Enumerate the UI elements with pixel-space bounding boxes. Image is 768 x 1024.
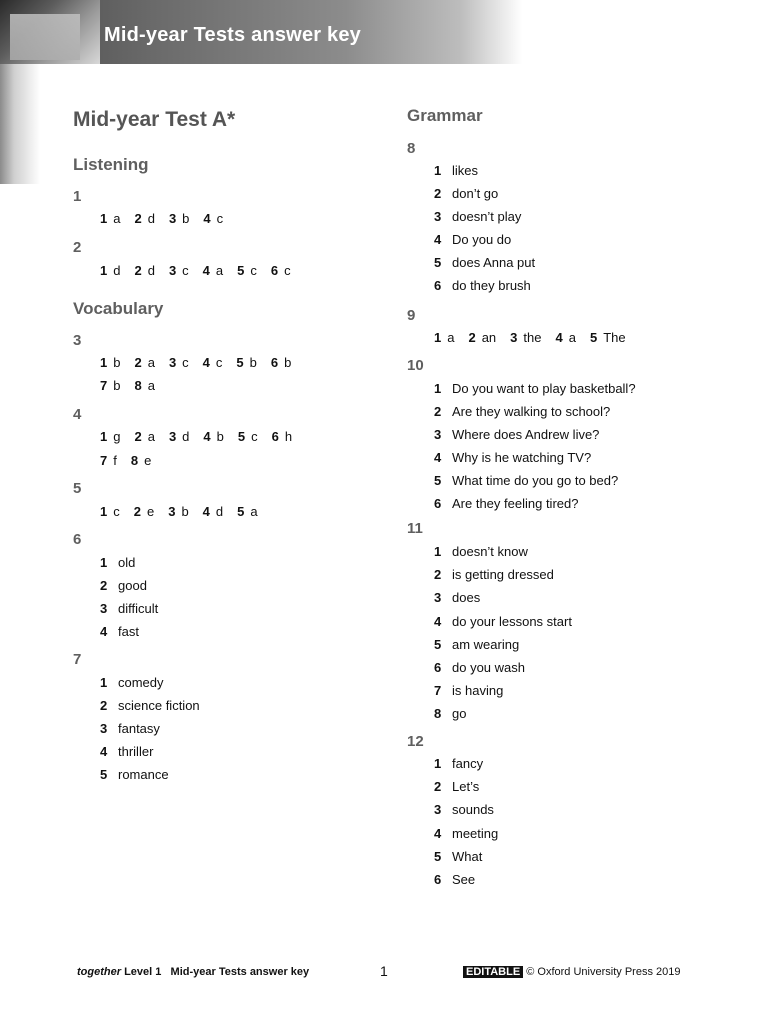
list-item (100, 767, 169, 782)
item-answer: sounds (452, 802, 494, 818)
item-number: 8 (130, 453, 139, 468)
list-item (434, 826, 498, 841)
item-answer: fancy (452, 756, 484, 771)
list-item (100, 675, 164, 690)
item-answer: b (284, 355, 292, 370)
item-answer: is getting dressed (452, 567, 554, 583)
list-item (434, 278, 531, 293)
item-number: 5 (434, 636, 442, 652)
item-number: 5 (237, 263, 245, 278)
answer-row (100, 355, 305, 370)
item-answer: difficult (118, 601, 159, 616)
item-answer: Where does Andrew live? (452, 427, 600, 442)
item-number: 2 (100, 578, 108, 593)
item-number: 2 (100, 698, 108, 713)
item-number: 3 (434, 427, 442, 442)
section-grammar: Grammar (407, 106, 483, 125)
item-answer: thriller (118, 744, 154, 759)
item-answer: b (181, 504, 189, 519)
item-number: 2 (134, 355, 142, 370)
item-answer: d (147, 263, 155, 278)
item-answer: g (113, 429, 121, 444)
item-answer: See (452, 872, 476, 887)
item-answer: c (215, 355, 223, 370)
item-number: 6 (434, 872, 442, 887)
item-number: 3 (168, 355, 177, 370)
item-number: 7 (100, 378, 108, 393)
item-number: 2 (133, 504, 141, 519)
list-item (434, 756, 483, 771)
item-number: 3 (100, 721, 108, 736)
item-answer: a (215, 263, 224, 278)
item-number: 1 (100, 504, 108, 519)
item-number: 1 (100, 675, 108, 690)
list-item (434, 232, 511, 247)
list-item (434, 802, 494, 817)
item-answer: c (182, 355, 189, 370)
item-answer: a (147, 429, 155, 444)
question-number: 12 (407, 733, 424, 750)
item-number: 4 (100, 624, 108, 639)
item-answer: a (147, 378, 155, 393)
item-number: 8 (434, 706, 442, 722)
footer-series: together (77, 966, 121, 978)
item-answer: likes (452, 163, 479, 178)
item-number: 5 (434, 848, 442, 864)
item-number: 3 (510, 330, 518, 345)
item-number: 5 (589, 330, 598, 345)
item-answer: a (113, 211, 121, 226)
item-answer: c (251, 429, 258, 444)
question-number: 7 (73, 651, 82, 668)
item-number: 1 (100, 355, 108, 370)
list-item (434, 544, 528, 559)
item-answer: a (568, 330, 576, 345)
item-answer: d (113, 263, 121, 278)
list-item (434, 660, 525, 675)
question-number: 4 (73, 406, 82, 423)
item-number: 2 (434, 404, 442, 419)
item-answer: f (113, 453, 117, 468)
answer-row (100, 504, 272, 519)
item-number: 4 (434, 613, 442, 629)
item-answer: a (147, 355, 155, 370)
list-item (434, 706, 466, 721)
banner-title: Mid-year Tests answer key (104, 24, 361, 46)
list-item (434, 163, 478, 178)
item-answer: What time do you go to bed? (452, 473, 619, 488)
list-item (100, 578, 147, 593)
item-number: 4 (202, 355, 210, 370)
item-number: 2 (468, 330, 476, 345)
list-item (434, 872, 475, 887)
item-answer: romance (118, 767, 169, 782)
item-number: 3 (100, 601, 108, 616)
item-answer: d (147, 211, 155, 226)
list-item (434, 404, 610, 419)
list-item (434, 637, 519, 652)
item-answer: a (447, 330, 455, 345)
item-number: 3 (168, 211, 177, 226)
list-item (434, 450, 591, 465)
item-answer: is having (452, 683, 504, 699)
item-number: 5 (434, 255, 442, 270)
footer-level: Level 1 (124, 966, 162, 978)
item-number: 3 (434, 209, 442, 224)
list-item (100, 624, 139, 639)
item-answer: Are they walking to school? (452, 404, 611, 419)
item-number: 7 (434, 683, 442, 699)
shadow-graphic (0, 64, 40, 184)
list-item (434, 779, 479, 794)
question-number: 3 (73, 332, 82, 349)
item-answer: doesn’t know (452, 544, 528, 559)
item-answer: meeting (452, 825, 499, 841)
item-answer: d (215, 504, 224, 519)
list-item (434, 186, 498, 201)
item-number: 5 (236, 355, 244, 370)
item-number: 6 (434, 496, 442, 511)
list-item (100, 698, 200, 713)
item-answer: science fiction (118, 698, 200, 713)
item-number: 1 (434, 756, 442, 771)
item-answer: doesn’t play (452, 209, 522, 224)
item-answer: comedy (118, 675, 164, 690)
question-number: 2 (73, 239, 82, 256)
header-banner (0, 0, 768, 64)
item-answer: Do you do (452, 232, 512, 247)
item-answer: the (523, 330, 542, 345)
list-item (434, 473, 618, 488)
item-answer: b (182, 211, 190, 226)
item-number: 7 (100, 453, 108, 468)
question-number: 1 (73, 188, 82, 205)
item-answer: c (284, 263, 291, 278)
question-number: 10 (407, 357, 424, 374)
item-answer: b (113, 378, 121, 393)
item-answer: What (452, 848, 483, 864)
section-listening: Listening (73, 155, 149, 174)
item-number: 6 (270, 355, 279, 370)
item-answer: go (452, 706, 467, 722)
item-answer: do your lessons start (452, 613, 572, 629)
item-number: 1 (434, 163, 442, 178)
question-number: 11 (407, 520, 423, 537)
item-number: 2 (134, 211, 142, 226)
list-item (434, 683, 503, 698)
item-answer: am wearing (452, 636, 520, 652)
item-number: 2 (434, 567, 442, 583)
item-number: 2 (434, 186, 442, 201)
item-answer: Are they feeling tired? (452, 496, 579, 511)
question-number: 9 (407, 307, 416, 324)
list-item (434, 614, 572, 629)
item-answer: e (144, 453, 152, 468)
cube-graphic (0, 0, 100, 64)
item-answer: The (603, 330, 626, 345)
item-number: 1 (100, 263, 108, 278)
item-number: 4 (203, 429, 211, 444)
item-answer: b (249, 355, 257, 370)
item-number: 1 (100, 211, 108, 226)
item-number: 6 (271, 429, 279, 444)
answer-row (100, 211, 237, 226)
item-number: 4 (434, 450, 442, 465)
item-number: 5 (237, 504, 245, 519)
answer-row (100, 263, 305, 278)
section-vocabulary: Vocabulary (73, 299, 164, 318)
list-item (434, 496, 578, 511)
page-number: 1 (380, 963, 388, 979)
item-answer: a (250, 504, 258, 519)
item-answer: fantasy (118, 721, 160, 736)
item-answer: Do you want to play basketball? (452, 381, 636, 396)
item-number: 4 (555, 330, 563, 345)
item-answer: c (216, 211, 224, 226)
list-item (100, 721, 160, 736)
question-number: 6 (73, 531, 82, 548)
item-answer: b (216, 429, 224, 444)
item-number: 2 (134, 263, 142, 278)
item-answer: b (113, 355, 121, 370)
item-answer: c (250, 263, 257, 278)
item-number: 3 (434, 802, 442, 818)
list-item (434, 209, 521, 224)
item-number: 6 (270, 263, 279, 278)
item-answer: good (118, 578, 147, 593)
list-item (434, 427, 599, 442)
footer-copyright: © Oxford University Press 2019 (526, 966, 681, 978)
page-title: Mid-year Test A* (73, 108, 236, 131)
question-number: 8 (407, 140, 416, 157)
item-number: 4 (434, 232, 442, 247)
answer-row (100, 453, 165, 468)
item-number: 4 (100, 744, 108, 759)
list-item (434, 849, 482, 864)
footer-rights (463, 966, 680, 978)
item-number: 5 (434, 473, 442, 488)
item-answer: do you wash (452, 660, 525, 675)
item-number: 8 (134, 378, 142, 393)
list-item (100, 601, 158, 616)
item-number: 4 (202, 263, 210, 278)
item-answer: e (146, 504, 155, 519)
item-number: 1 (434, 330, 442, 345)
item-answer: h (284, 429, 293, 444)
list-item (100, 555, 135, 570)
item-number: 3 (434, 590, 442, 606)
item-answer: old (118, 555, 136, 570)
footer-doc: Mid-year Tests answer key (170, 966, 310, 978)
item-answer: c (182, 263, 189, 278)
answer-row (100, 378, 169, 393)
item-number: 1 (434, 544, 442, 559)
item-number: 1 (434, 381, 442, 396)
footer-book (77, 966, 309, 978)
item-number: 3 (168, 504, 176, 519)
item-answer: fast (118, 624, 139, 639)
item-answer: does (452, 590, 481, 606)
item-number: 2 (134, 429, 142, 444)
item-answer: do they brush (452, 278, 531, 293)
item-number: 2 (434, 779, 442, 795)
editable-badge: EDITABLE (463, 966, 523, 978)
item-answer: don’t go (452, 186, 499, 201)
item-number: 6 (434, 278, 442, 293)
answer-row (100, 429, 306, 444)
item-number: 5 (237, 429, 246, 444)
item-number: 3 (168, 263, 177, 278)
item-answer: Why is he watching TV? (452, 450, 592, 465)
item-number: 1 (100, 555, 108, 570)
item-number: 4 (203, 211, 211, 226)
item-number: 4 (202, 504, 210, 519)
item-answer: an (481, 330, 497, 345)
item-answer: c (113, 504, 120, 519)
item-number: 1 (100, 429, 108, 444)
list-item (434, 255, 535, 270)
item-number: 5 (100, 767, 108, 782)
item-number: 6 (434, 660, 442, 675)
item-answer: Let’s (452, 779, 480, 795)
list-item (434, 590, 480, 605)
list-item (100, 744, 153, 759)
item-answer: d (182, 429, 190, 444)
list-item (434, 567, 554, 582)
item-answer: does Anna put (452, 255, 536, 270)
item-number: 3 (168, 429, 177, 444)
list-item (434, 381, 636, 396)
question-number: 5 (73, 480, 82, 497)
answer-row (434, 330, 640, 345)
item-number: 4 (434, 825, 442, 841)
